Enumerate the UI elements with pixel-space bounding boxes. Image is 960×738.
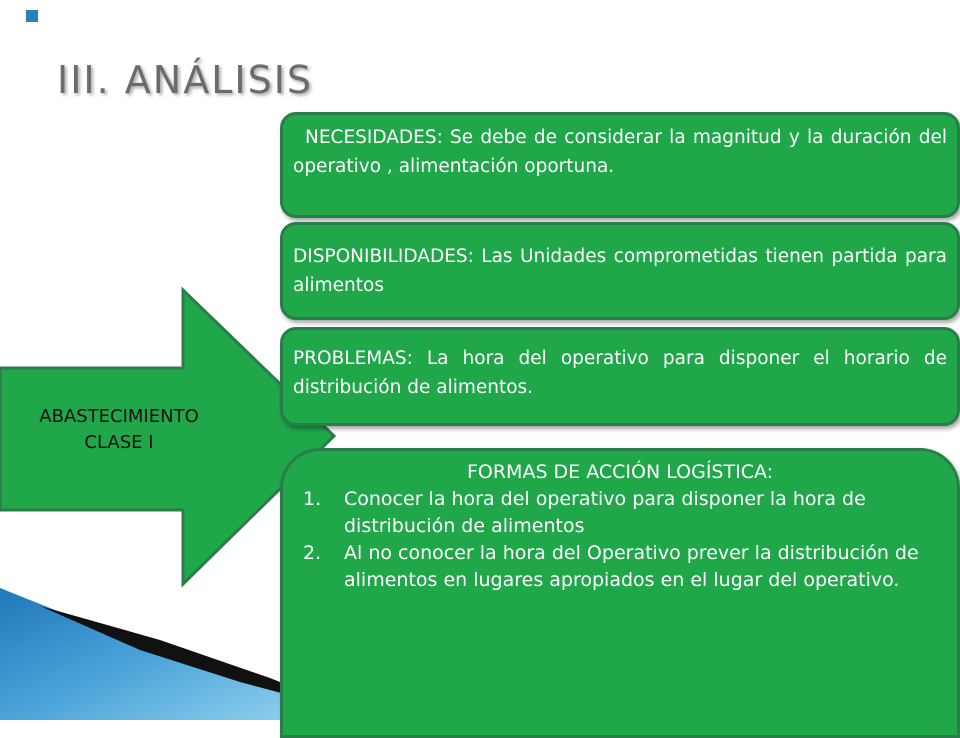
problemas-text: PROBLEMAS: La hora del operativo para disponer el horario de distribución de alimentos. <box>293 348 947 398</box>
list-item <box>299 486 941 540</box>
disponibilidades-box <box>280 222 960 320</box>
list-item-text: Conocer la hora del operativo para disponer la hora de distribución de alimentos <box>344 488 866 537</box>
formas-list <box>299 486 941 594</box>
arrow-label-line2: CLASE I <box>84 432 154 453</box>
list-item-text: Al no conocer la hora del Operativo prever la distribución de alimentos en lugares apropiados en el lugar del operativo. <box>344 542 919 591</box>
formas-title: FORMAS DE ACCIÓN LOGÍSTICA: <box>466 461 774 483</box>
problemas-box <box>280 327 960 426</box>
necesidades-text: NECESIDADES: Se debe de considerar la magnitud y la duración del operativo , alimentación oportuna. <box>293 127 947 177</box>
arrow-label-line1: ABASTECIMIENTO <box>39 406 199 427</box>
list-item <box>299 540 941 594</box>
list-item-number: 1. <box>303 488 322 510</box>
formas-box <box>280 448 960 738</box>
slide-title: III. ANÁLISIS <box>57 58 314 102</box>
arrow-label <box>14 404 224 456</box>
disponibilidades-text: DISPONIBILIDADES: Las Unidades comprometidas tienen partida para alimentos <box>293 246 947 296</box>
title-bullet-icon <box>26 10 38 22</box>
list-item-number: 2. <box>303 542 322 564</box>
necesidades-box <box>280 112 960 218</box>
